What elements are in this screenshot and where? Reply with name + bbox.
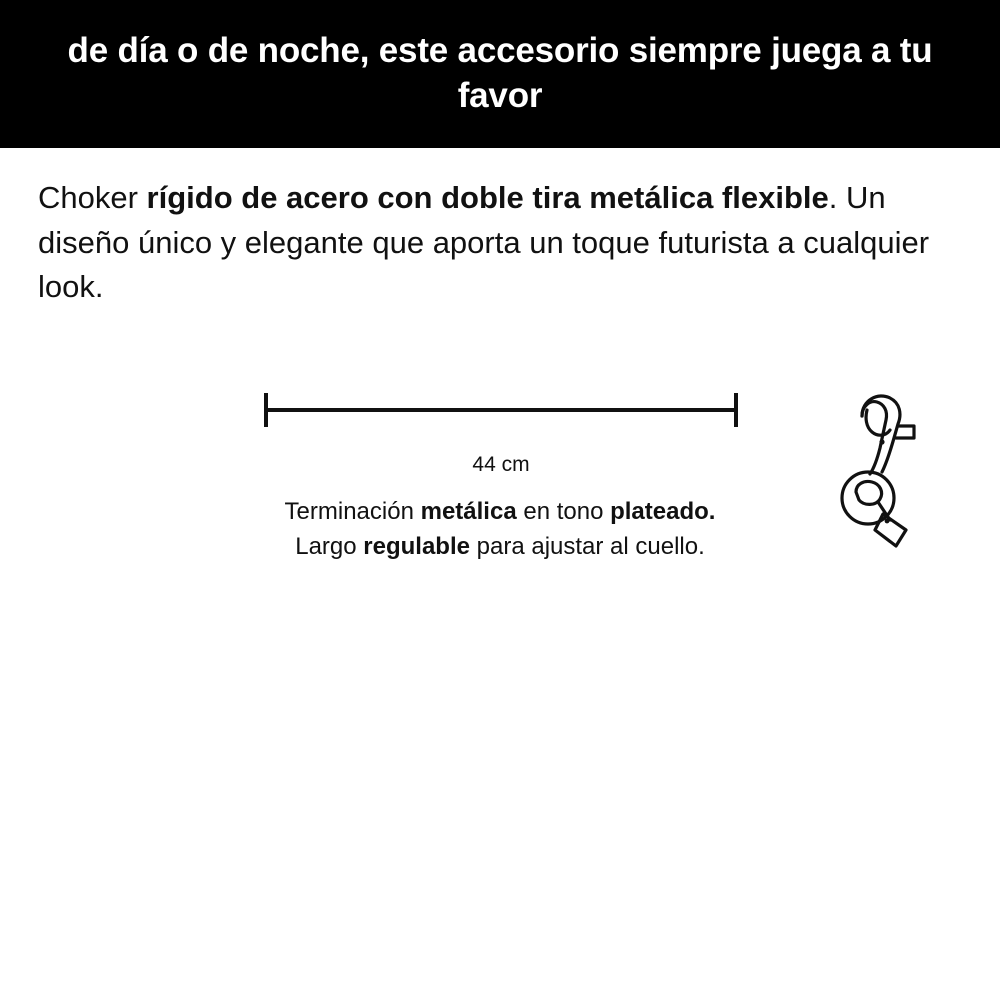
description-line2: Un diseño único y elegante que aporta un toque futurista a cualquier look. [38, 180, 930, 305]
clasp-illustration [820, 380, 930, 570]
ruler-bar [264, 408, 738, 412]
product-description [0, 148, 1000, 310]
measurement-value: 44 cm [472, 453, 530, 476]
measurement-note-finish [100, 495, 900, 530]
measurement-ruler [264, 388, 738, 430]
note-finish-bold-2: plateado. [610, 498, 716, 525]
description-line1-end: . [828, 180, 838, 215]
ruler-end-cap-right [734, 393, 738, 427]
measurement-note-length [100, 530, 900, 565]
note-length-start: Largo [295, 532, 364, 560]
banner-title: de día o de noche, este accesorio siempre juega a tu favor [67, 31, 933, 115]
measurement-notes [100, 495, 900, 564]
note-length-bold: regulable [363, 532, 470, 560]
note-finish-start: Terminación [284, 498, 421, 525]
note-finish-middle: en tono [516, 498, 611, 525]
note-length-end: para ajustar al cuello. [469, 532, 705, 560]
description-line1-bold: rígido de acero con doble tira metálica flexible [146, 180, 829, 215]
note-finish-bold-1: metálica [420, 498, 517, 525]
header-banner [0, 0, 1000, 148]
clasp-icon [820, 380, 930, 570]
description-line1-start: Choker [38, 180, 147, 215]
